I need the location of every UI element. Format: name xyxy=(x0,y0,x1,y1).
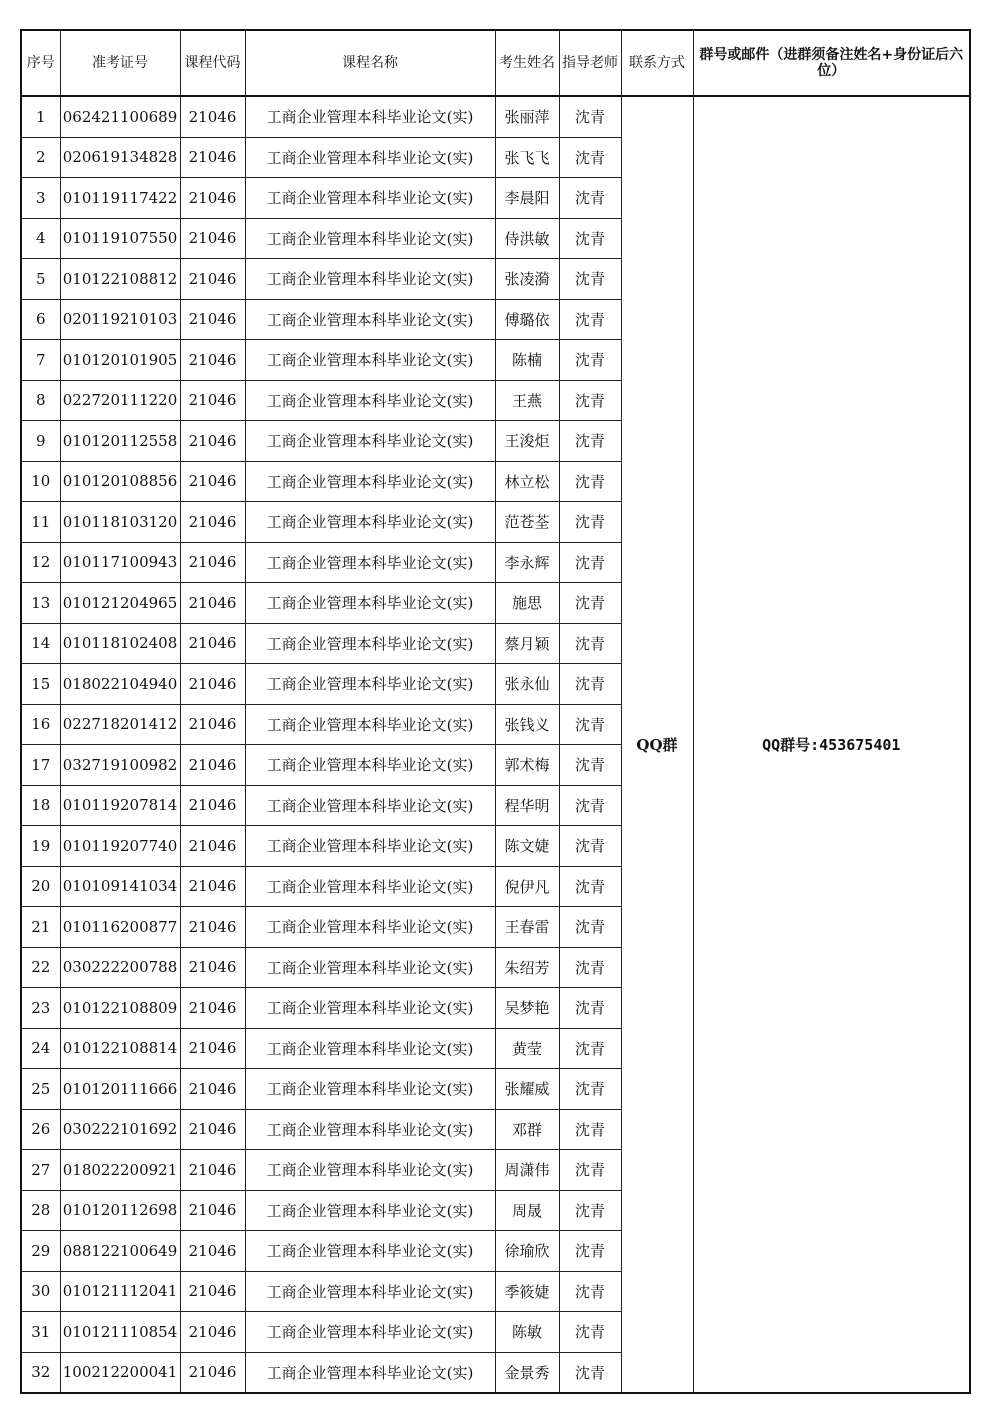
row-exam-id: 010121112041 xyxy=(60,1271,180,1312)
row-exam-id: 010119207740 xyxy=(60,826,180,867)
row-exam-id: 030222101692 xyxy=(60,1109,180,1150)
row-course-code: 21046 xyxy=(180,1069,245,1110)
row-seq: 17 xyxy=(21,745,60,786)
row-teacher: 沈青 xyxy=(559,1231,621,1272)
row-course-code: 21046 xyxy=(180,96,245,137)
row-seq: 27 xyxy=(21,1150,60,1191)
row-teacher: 沈青 xyxy=(559,178,621,219)
row-student-name: 张凌漪 xyxy=(495,259,559,300)
row-exam-id: 010119107550 xyxy=(60,218,180,259)
row-course-code: 21046 xyxy=(180,461,245,502)
row-course-name: 工商企业管理本科毕业论文(实) xyxy=(245,623,495,664)
row-course-code: 21046 xyxy=(180,137,245,178)
row-course-code: 21046 xyxy=(180,340,245,381)
row-course-code: 21046 xyxy=(180,542,245,583)
row-course-name: 工商企业管理本科毕业论文(实) xyxy=(245,96,495,137)
row-seq: 30 xyxy=(21,1271,60,1312)
row-student-name: 王春雷 xyxy=(495,907,559,948)
row-teacher: 沈青 xyxy=(559,380,621,421)
row-exam-id: 010121204965 xyxy=(60,583,180,624)
row-course-code: 21046 xyxy=(180,380,245,421)
row-teacher: 沈青 xyxy=(559,866,621,907)
row-student-name: 范苍荃 xyxy=(495,502,559,543)
row-course-code: 21046 xyxy=(180,1231,245,1272)
row-seq: 22 xyxy=(21,947,60,988)
row-seq: 14 xyxy=(21,623,60,664)
row-seq: 7 xyxy=(21,340,60,381)
qq-group-number-cell: QQ群号:453675401 xyxy=(693,96,970,1393)
row-exam-id: 100212200041 xyxy=(60,1352,180,1393)
row-course-name: 工商企业管理本科毕业论文(实) xyxy=(245,421,495,462)
row-course-name: 工商企业管理本科毕业论文(实) xyxy=(245,704,495,745)
header-group: 群号或邮件（进群须备注姓名+身份证后六位） xyxy=(693,30,970,96)
row-teacher: 沈青 xyxy=(559,947,621,988)
row-student-name: 林立松 xyxy=(495,461,559,502)
row-course-name: 工商企业管理本科毕业论文(实) xyxy=(245,907,495,948)
row-student-name: 王燕 xyxy=(495,380,559,421)
row-teacher: 沈青 xyxy=(559,1109,621,1150)
row-teacher: 沈青 xyxy=(559,340,621,381)
row-course-name: 工商企业管理本科毕业论文(实) xyxy=(245,1271,495,1312)
row-exam-id: 062421100689 xyxy=(60,96,180,137)
row-course-name: 工商企业管理本科毕业论文(实) xyxy=(245,461,495,502)
row-student-name: 季筱婕 xyxy=(495,1271,559,1312)
row-course-name: 工商企业管理本科毕业论文(实) xyxy=(245,299,495,340)
row-course-name: 工商企业管理本科毕业论文(实) xyxy=(245,988,495,1029)
row-seq: 10 xyxy=(21,461,60,502)
row-teacher: 沈青 xyxy=(559,988,621,1029)
row-seq: 23 xyxy=(21,988,60,1029)
row-student-name: 李永辉 xyxy=(495,542,559,583)
row-teacher: 沈青 xyxy=(559,542,621,583)
row-seq: 15 xyxy=(21,664,60,705)
row-teacher: 沈青 xyxy=(559,1271,621,1312)
header-student-name: 考生姓名 xyxy=(495,30,559,96)
row-teacher: 沈青 xyxy=(559,623,621,664)
row-student-name: 程华明 xyxy=(495,785,559,826)
row-exam-id: 010118102408 xyxy=(60,623,180,664)
row-seq: 5 xyxy=(21,259,60,300)
row-teacher: 沈青 xyxy=(559,1312,621,1353)
row-seq: 31 xyxy=(21,1312,60,1353)
row-student-name: 周晟 xyxy=(495,1190,559,1231)
row-course-name: 工商企业管理本科毕业论文(实) xyxy=(245,826,495,867)
row-seq: 26 xyxy=(21,1109,60,1150)
row-teacher: 沈青 xyxy=(559,826,621,867)
row-seq: 32 xyxy=(21,1352,60,1393)
row-course-name: 工商企业管理本科毕业论文(实) xyxy=(245,1028,495,1069)
row-course-code: 21046 xyxy=(180,745,245,786)
table-body xyxy=(21,96,970,1393)
header-course-code: 课程代码 xyxy=(180,30,245,96)
row-teacher: 沈青 xyxy=(559,664,621,705)
row-student-name: 徐瑜欣 xyxy=(495,1231,559,1272)
row-exam-id: 010119117422 xyxy=(60,178,180,219)
row-seq: 6 xyxy=(21,299,60,340)
row-seq: 9 xyxy=(21,421,60,462)
contact-method-cell: QQ群 xyxy=(621,96,693,1393)
row-seq: 24 xyxy=(21,1028,60,1069)
row-teacher: 沈青 xyxy=(559,1150,621,1191)
row-course-code: 21046 xyxy=(180,947,245,988)
row-exam-id: 010120112558 xyxy=(60,421,180,462)
row-student-name: 张飞飞 xyxy=(495,137,559,178)
row-course-name: 工商企业管理本科毕业论文(实) xyxy=(245,1150,495,1191)
row-student-name: 傅璐依 xyxy=(495,299,559,340)
row-course-name: 工商企业管理本科毕业论文(实) xyxy=(245,1312,495,1353)
row-course-name: 工商企业管理本科毕业论文(实) xyxy=(245,259,495,300)
row-course-code: 21046 xyxy=(180,664,245,705)
row-exam-id: 010121110854 xyxy=(60,1312,180,1353)
row-student-name: 周潇伟 xyxy=(495,1150,559,1191)
row-course-name: 工商企业管理本科毕业论文(实) xyxy=(245,947,495,988)
row-student-name: 黄莹 xyxy=(495,1028,559,1069)
header-exam-id: 准考证号 xyxy=(60,30,180,96)
row-course-name: 工商企业管理本科毕业论文(实) xyxy=(245,1069,495,1110)
row-teacher: 沈青 xyxy=(559,137,621,178)
row-seq: 16 xyxy=(21,704,60,745)
table-row xyxy=(21,96,970,137)
row-seq: 20 xyxy=(21,866,60,907)
row-exam-id: 010116200877 xyxy=(60,907,180,948)
header-seq: 序号 xyxy=(21,30,60,96)
row-exam-id: 018022200921 xyxy=(60,1150,180,1191)
row-exam-id: 020619134828 xyxy=(60,137,180,178)
row-course-code: 21046 xyxy=(180,218,245,259)
row-course-code: 21046 xyxy=(180,1271,245,1312)
header-course-name: 课程名称 xyxy=(245,30,495,96)
row-teacher: 沈青 xyxy=(559,745,621,786)
row-exam-id: 010109141034 xyxy=(60,866,180,907)
row-course-name: 工商企业管理本科毕业论文(实) xyxy=(245,785,495,826)
row-course-code: 21046 xyxy=(180,826,245,867)
row-course-code: 21046 xyxy=(180,1312,245,1353)
roster-table xyxy=(20,29,971,1394)
row-seq: 28 xyxy=(21,1190,60,1231)
row-teacher: 沈青 xyxy=(559,421,621,462)
row-course-code: 21046 xyxy=(180,259,245,300)
row-course-code: 21046 xyxy=(180,299,245,340)
row-exam-id: 020119210103 xyxy=(60,299,180,340)
row-exam-id: 010120101905 xyxy=(60,340,180,381)
row-student-name: 郭术梅 xyxy=(495,745,559,786)
header-contact: 联系方式 xyxy=(621,30,693,96)
row-student-name: 张钱义 xyxy=(495,704,559,745)
row-seq: 4 xyxy=(21,218,60,259)
row-course-code: 21046 xyxy=(180,1150,245,1191)
row-exam-id: 010120112698 xyxy=(60,1190,180,1231)
row-seq: 3 xyxy=(21,178,60,219)
row-student-name: 陈文婕 xyxy=(495,826,559,867)
row-course-name: 工商企业管理本科毕业论文(实) xyxy=(245,745,495,786)
row-course-name: 工商企业管理本科毕业论文(实) xyxy=(245,542,495,583)
row-seq: 13 xyxy=(21,583,60,624)
row-seq: 19 xyxy=(21,826,60,867)
row-course-name: 工商企业管理本科毕业论文(实) xyxy=(245,218,495,259)
row-exam-id: 022718201412 xyxy=(60,704,180,745)
row-exam-id: 018022104940 xyxy=(60,664,180,705)
row-course-code: 21046 xyxy=(180,1190,245,1231)
row-exam-id: 010120108856 xyxy=(60,461,180,502)
row-seq: 1 xyxy=(21,96,60,137)
row-course-name: 工商企业管理本科毕业论文(实) xyxy=(245,178,495,219)
row-student-name: 侍洪敏 xyxy=(495,218,559,259)
row-seq: 25 xyxy=(21,1069,60,1110)
row-student-name: 施思 xyxy=(495,583,559,624)
row-course-name: 工商企业管理本科毕业论文(实) xyxy=(245,664,495,705)
row-student-name: 金景秀 xyxy=(495,1352,559,1393)
row-course-name: 工商企业管理本科毕业论文(实) xyxy=(245,380,495,421)
row-seq: 29 xyxy=(21,1231,60,1272)
row-student-name: 倪伊凡 xyxy=(495,866,559,907)
row-seq: 21 xyxy=(21,907,60,948)
row-teacher: 沈青 xyxy=(559,907,621,948)
row-exam-id: 030222200788 xyxy=(60,947,180,988)
row-course-code: 21046 xyxy=(180,704,245,745)
row-student-name: 蔡月颖 xyxy=(495,623,559,664)
row-student-name: 朱绍芳 xyxy=(495,947,559,988)
row-student-name: 张耀威 xyxy=(495,1069,559,1110)
row-course-code: 21046 xyxy=(180,1109,245,1150)
row-student-name: 吴梦艳 xyxy=(495,988,559,1029)
row-student-name: 王浚炬 xyxy=(495,421,559,462)
row-course-name: 工商企业管理本科毕业论文(实) xyxy=(245,866,495,907)
row-course-name: 工商企业管理本科毕业论文(实) xyxy=(245,340,495,381)
row-course-code: 21046 xyxy=(180,178,245,219)
row-student-name: 邓群 xyxy=(495,1109,559,1150)
row-teacher: 沈青 xyxy=(559,218,621,259)
row-exam-id: 010119207814 xyxy=(60,785,180,826)
row-seq: 12 xyxy=(21,542,60,583)
row-seq: 18 xyxy=(21,785,60,826)
row-course-name: 工商企业管理本科毕业论文(实) xyxy=(245,1109,495,1150)
row-student-name: 张永仙 xyxy=(495,664,559,705)
row-teacher: 沈青 xyxy=(559,461,621,502)
row-exam-id: 010118103120 xyxy=(60,502,180,543)
row-course-name: 工商企业管理本科毕业论文(实) xyxy=(245,1352,495,1393)
row-course-code: 21046 xyxy=(180,785,245,826)
row-seq: 2 xyxy=(21,137,60,178)
row-course-code: 21046 xyxy=(180,1352,245,1393)
row-teacher: 沈青 xyxy=(559,299,621,340)
row-course-code: 21046 xyxy=(180,866,245,907)
row-teacher: 沈青 xyxy=(559,1190,621,1231)
row-exam-id: 010120111666 xyxy=(60,1069,180,1110)
row-exam-id: 010117100943 xyxy=(60,542,180,583)
row-teacher: 沈青 xyxy=(559,1028,621,1069)
row-teacher: 沈青 xyxy=(559,704,621,745)
row-course-code: 21046 xyxy=(180,583,245,624)
row-seq: 8 xyxy=(21,380,60,421)
row-teacher: 沈青 xyxy=(559,502,621,543)
row-course-name: 工商企业管理本科毕业论文(实) xyxy=(245,137,495,178)
row-teacher: 沈青 xyxy=(559,785,621,826)
row-course-code: 21046 xyxy=(180,1028,245,1069)
row-course-code: 21046 xyxy=(180,623,245,664)
row-exam-id: 022720111220 xyxy=(60,380,180,421)
row-course-code: 21046 xyxy=(180,421,245,462)
row-exam-id: 010122108814 xyxy=(60,1028,180,1069)
row-exam-id: 010122108809 xyxy=(60,988,180,1029)
row-teacher: 沈青 xyxy=(559,259,621,300)
row-exam-id: 088122100649 xyxy=(60,1231,180,1272)
row-student-name: 李晨阳 xyxy=(495,178,559,219)
row-teacher: 沈青 xyxy=(559,1069,621,1110)
row-exam-id: 032719100982 xyxy=(60,745,180,786)
row-course-name: 工商企业管理本科毕业论文(实) xyxy=(245,1190,495,1231)
row-seq: 11 xyxy=(21,502,60,543)
row-student-name: 陈敏 xyxy=(495,1312,559,1353)
row-teacher: 沈青 xyxy=(559,583,621,624)
header-row xyxy=(21,30,970,96)
row-course-code: 21046 xyxy=(180,502,245,543)
row-course-code: 21046 xyxy=(180,988,245,1029)
row-course-name: 工商企业管理本科毕业论文(实) xyxy=(245,1231,495,1272)
row-course-name: 工商企业管理本科毕业论文(实) xyxy=(245,583,495,624)
row-course-code: 21046 xyxy=(180,907,245,948)
row-course-name: 工商企业管理本科毕业论文(实) xyxy=(245,502,495,543)
row-student-name: 张丽萍 xyxy=(495,96,559,137)
row-exam-id: 010122108812 xyxy=(60,259,180,300)
row-teacher: 沈青 xyxy=(559,96,621,137)
header-teacher: 指导老师 xyxy=(559,30,621,96)
row-teacher: 沈青 xyxy=(559,1352,621,1393)
row-student-name: 陈楠 xyxy=(495,340,559,381)
